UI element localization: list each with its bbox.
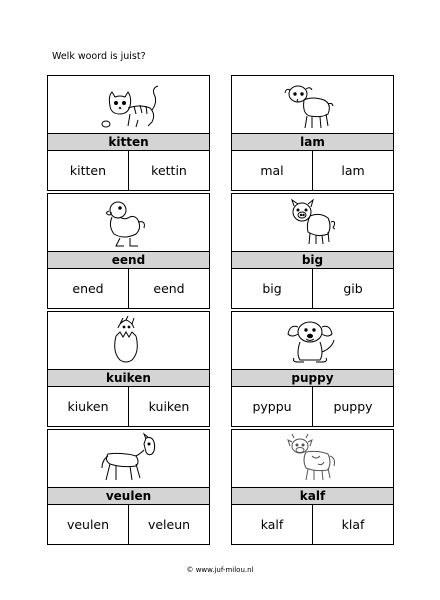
option-button[interactable]: veleun [128, 505, 209, 544]
option-button[interactable]: gib [312, 269, 393, 308]
puppy-drawing [232, 312, 393, 369]
foal-drawing [48, 430, 209, 487]
option-button[interactable]: kalf [260, 517, 284, 532]
word-card-kalf [231, 429, 394, 545]
word-card-big [231, 193, 394, 309]
option-button[interactable]: kuiken [128, 387, 209, 426]
word-label: eend [48, 251, 209, 269]
copyright-footer: © www.juf-milou.nl [186, 566, 254, 574]
word-label: kuiken [48, 369, 209, 387]
option-button[interactable]: kettin [128, 151, 209, 190]
lamb-drawing [232, 76, 393, 133]
option-button[interactable]: ened [72, 281, 104, 296]
calf-drawing [232, 430, 393, 487]
option-button[interactable]: lam [312, 151, 393, 190]
word-card-lam [231, 75, 394, 191]
word-label: kitten [48, 133, 209, 151]
option-button[interactable]: klaf [312, 505, 393, 544]
option-button[interactable]: eend [128, 269, 209, 308]
word-card-kuiken [47, 311, 210, 427]
word-label: kalf [232, 487, 393, 505]
option-button[interactable]: big [262, 281, 282, 296]
word-card-kitten [47, 75, 210, 191]
word-label: puppy [232, 369, 393, 387]
option-button[interactable]: veulen [66, 517, 110, 532]
hatching-chick-drawing [48, 312, 209, 369]
option-button[interactable]: pyppu [252, 399, 292, 414]
word-card-eend [47, 193, 210, 309]
kitten-drawing [48, 76, 209, 133]
option-button[interactable]: mal [260, 163, 284, 178]
duckling-drawing [48, 194, 209, 251]
option-button[interactable]: puppy [312, 387, 393, 426]
piglet-drawing [232, 194, 393, 251]
option-button[interactable]: kitten [69, 163, 107, 178]
option-button[interactable]: kiuken [67, 399, 109, 414]
word-card-veulen [47, 429, 210, 545]
word-label: lam [232, 133, 393, 151]
word-label: big [232, 251, 393, 269]
word-label: veulen [48, 487, 209, 505]
instruction-text: Welk woord is juist? [52, 51, 146, 62]
word-card-puppy [231, 311, 394, 427]
